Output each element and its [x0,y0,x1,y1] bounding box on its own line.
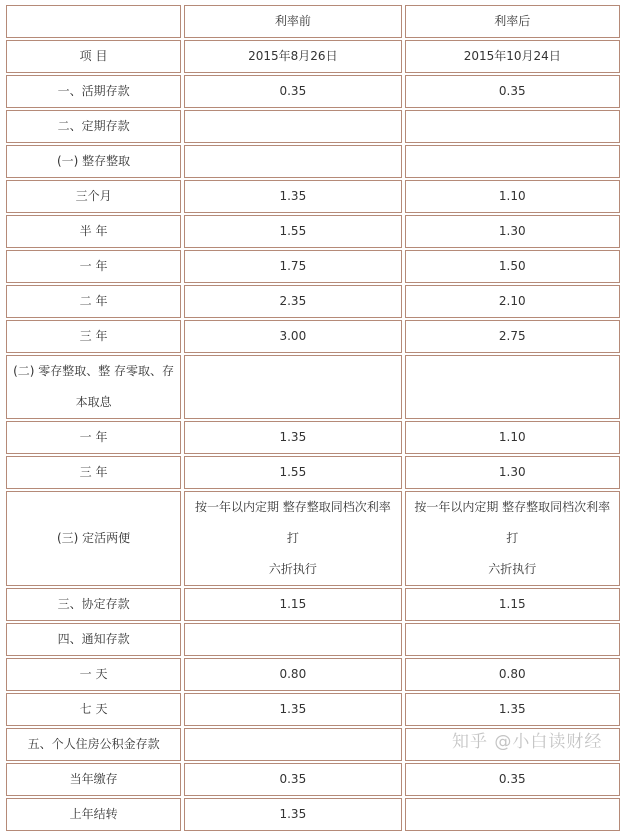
row-after [405,798,620,831]
row-before [184,728,401,761]
row-after [405,491,620,586]
subheader-date-before: 2015年8月26日 [184,40,401,73]
header-before: 利率前 [184,5,401,38]
table-row [6,215,620,248]
subheader-item: 项 目 [6,40,181,73]
row-before: 1.35 [184,421,401,454]
row-item: 一 天 [6,658,181,691]
table-row [6,491,620,586]
table-row [6,421,620,454]
row-before: 0.35 [184,75,401,108]
row-item: 三 年 [6,320,181,353]
row-before [184,491,401,586]
row-before: 1.15 [184,588,401,621]
row-after [405,145,620,178]
row-item: 三、协定存款 [6,588,181,621]
row-before: 3.00 [184,320,401,353]
row-before: 0.35 [184,763,401,796]
row-item: 七 天 [6,693,181,726]
table-row [6,355,620,419]
row-before [184,355,401,419]
row-item: 五、个人住房公积金存款 [6,728,181,761]
row-item: 一 年 [6,250,181,283]
row-before: 1.35 [184,798,401,831]
row-before: 1.75 [184,250,401,283]
table-row [6,145,620,178]
row-item-line2: 本取息 [75,395,112,409]
table-row [6,285,620,318]
row-after: 0.35 [405,75,620,108]
table-row [6,180,620,213]
row-after: 2.75 [405,320,620,353]
row-after [405,110,620,143]
row-after: 0.35 [405,763,620,796]
row-item: (一) 整存整取 [6,145,181,178]
row-item: 四、通知存款 [6,623,181,656]
row-item: 上年结转 [6,798,181,831]
row-after: 2.10 [405,285,620,318]
table-row [6,320,620,353]
row-before: 1.55 [184,215,401,248]
row-item [6,355,181,419]
row-after: 1.30 [405,456,620,489]
row-item: 当年缴存 [6,763,181,796]
table-row [6,693,620,726]
row-item-line1: (二) 零存整取、整 存零取、存 [13,364,175,378]
row-before-line1: 按一年以内定期 整存整取同档次利率 打 [194,500,391,545]
row-after [405,355,620,419]
interest-rate-table [3,3,623,833]
row-item: (三) 定活两便 [6,491,181,586]
table-row [6,588,620,621]
row-after: 1.15 [405,588,620,621]
row-item: 一、活期存款 [6,75,181,108]
row-item: 三 年 [6,456,181,489]
row-before: 1.35 [184,180,401,213]
row-before: 1.55 [184,456,401,489]
row-before-line2: 六折执行 [268,562,317,576]
row-item: 二、定期存款 [6,110,181,143]
row-before [184,110,401,143]
row-after: 1.30 [405,215,620,248]
table-row [6,763,620,796]
row-after [405,623,620,656]
table-subheader-row [6,40,620,73]
table-row [6,658,620,691]
table-row [6,75,620,108]
subheader-date-after: 2015年10月24日 [405,40,620,73]
row-after: 1.50 [405,250,620,283]
row-item: 三个月 [6,180,181,213]
row-after: 0.80 [405,658,620,691]
row-before: 0.80 [184,658,401,691]
table-row [6,623,620,656]
row-before: 2.35 [184,285,401,318]
row-after: 1.10 [405,180,620,213]
row-item: 二 年 [6,285,181,318]
header-cell-empty [6,5,181,38]
table-row [6,798,620,831]
row-before [184,623,401,656]
table-header-row [6,5,620,38]
row-before: 1.35 [184,693,401,726]
row-after-line1: 按一年以内定期 整存整取同档次利率 打 [414,500,611,545]
row-after: 1.10 [405,421,620,454]
table-row [6,250,620,283]
row-item: 半 年 [6,215,181,248]
zhihu-watermark: 知乎 @小白读财经 [452,732,603,752]
table-row [6,110,620,143]
header-after: 利率后 [405,5,620,38]
row-after: 1.35 [405,693,620,726]
row-after-line2: 六折执行 [488,562,537,576]
row-item: 一 年 [6,421,181,454]
row-before [184,145,401,178]
table-row [6,456,620,489]
